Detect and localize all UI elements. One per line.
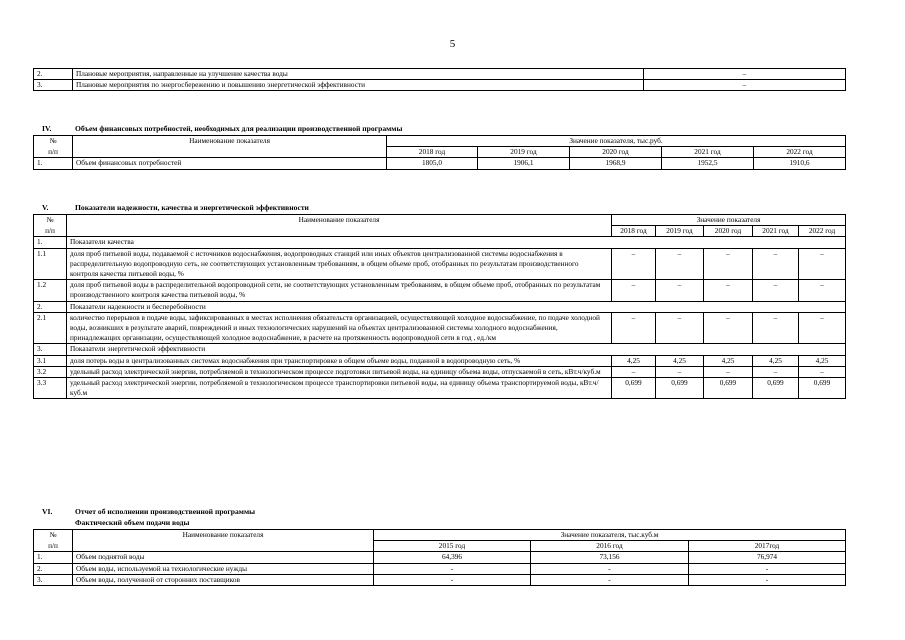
row-value: – [644, 69, 846, 80]
row-value: 73,156 [531, 552, 689, 563]
row-value: – [704, 366, 753, 377]
row-name: удельный расход электрической энергии, потребляемой в технологическом процессе транспортировки питьевой воды, на единицу объема транспортируемой воды, кВт.ч/куб.м [67, 378, 612, 399]
row-value: 1906,1 [478, 158, 570, 169]
row-value: 0,699 [753, 378, 799, 399]
row-name: Показатели надежности и бесперебойности [67, 301, 846, 312]
row-value: 1910,6 [754, 158, 846, 169]
row-name: Объем воды, используемой на технологические нужды [73, 563, 374, 574]
group-row [34, 344, 846, 355]
table-row [34, 552, 846, 563]
row-value: 4,25 [753, 355, 799, 366]
water-supply-table [33, 529, 846, 586]
table-row [34, 355, 846, 366]
year-header: 2020 год [570, 147, 662, 158]
row-number: 1.2 [34, 280, 67, 301]
row-number: 1. [34, 158, 73, 169]
table-row [34, 574, 846, 585]
section-6-title: VI. Отчет об исполнении производственной программы [42, 507, 256, 516]
header-value: Значение показателя [612, 215, 846, 226]
table-row [34, 378, 846, 399]
row-value: 4,25 [799, 355, 846, 366]
row-value: – [753, 312, 799, 344]
row-value: – [656, 248, 704, 280]
year-header: 2017год [689, 541, 846, 552]
row-value: 1952,5 [662, 158, 754, 169]
row-value: – [799, 248, 846, 280]
header-value: Значение показателя, тыс.куб.м [374, 530, 846, 541]
row-name: доля потерь воды в централизованных системах водоснабжения при транспортировке в общем объеме воды, поданной в водопроводную сеть, % [67, 355, 612, 366]
table-row [34, 366, 846, 377]
row-value: – [799, 280, 846, 301]
row-value: – [656, 280, 704, 301]
row-name: удельный расход электрической энергии, потребляемой в технологическом процессе подготовки питьевой воды, на единицу объема воды, отпускаемой в сеть, кВт.ч/куб.м [67, 366, 612, 377]
row-value: – [753, 248, 799, 280]
header-no: № [34, 136, 73, 147]
row-value: – [799, 312, 846, 344]
year-header: 2019 год [478, 147, 570, 158]
row-value: – [704, 248, 753, 280]
row-value: 0,699 [612, 378, 656, 399]
header-name: Наименование показателя [73, 530, 374, 552]
row-number: 1. [34, 237, 67, 248]
row-name: Объем финансовых потребностей [73, 158, 387, 169]
row-number: 3. [34, 344, 67, 355]
year-header: 2022 год [799, 226, 846, 237]
row-value: 0,699 [704, 378, 753, 399]
header-no: № [34, 215, 67, 226]
table-row [34, 248, 846, 280]
row-value: 64,396 [374, 552, 531, 563]
row-value: – [753, 366, 799, 377]
group-row [34, 301, 846, 312]
row-name: Объем воды, полученной от сторонних поставщиков [73, 574, 374, 585]
row-name: Плановые мероприятия, направленные на улучшение качества воды [73, 69, 644, 80]
top-table [33, 68, 846, 91]
row-value: 4,25 [612, 355, 656, 366]
page-number: 5 [449, 38, 456, 50]
section-4-title: IV. Объем финансовых потребностей, необходимых для реализации производственной программы [42, 124, 403, 133]
row-name: количество перерывов в подаче воды, зафиксированных в местах исполнения обязательств организацией, осуществляющей холодное водоснабжение, по подаче холодной воды, возникших в результате аварий, повреждений и иных технологических нарушений на объектах централизованной системы холодного водоснабжения, принадлежащих организации, осуществляющей холодное водоснабжение, в расчете на протяженность водопроводной сети в год , ед./км [67, 312, 612, 344]
row-number: 3.1 [34, 355, 67, 366]
row-value: – [704, 280, 753, 301]
row-value: – [612, 248, 656, 280]
row-number: 3. [34, 80, 73, 91]
row-number: 2. [34, 69, 73, 80]
row-value: – [753, 280, 799, 301]
row-value: - [689, 574, 846, 585]
table-row [34, 312, 846, 344]
row-value: - [374, 563, 531, 574]
row-name: доля проб питьевой воды, подаваемой с источников водоснабжения, водопроводных станций или иных объектов централизованной системы водоснабжения в распределительную водопроводную сеть, не соответствующих установленным требованиям, в общем объеме проб, отобранных по результатам производственного контроля качества питьевой воды, % [67, 248, 612, 280]
row-value: 1968,9 [570, 158, 662, 169]
row-value: 1805,0 [387, 158, 478, 169]
row-number: 1. [34, 552, 73, 563]
year-header: 2018 год [612, 226, 656, 237]
row-value: 4,25 [704, 355, 753, 366]
header-name: Наименование показателя [67, 215, 612, 237]
row-value: – [656, 312, 704, 344]
table-row [34, 563, 846, 574]
header-name: Наименование показателя [73, 136, 387, 158]
header-no: № [34, 530, 73, 541]
year-header: 2016 год [531, 541, 689, 552]
table-row [34, 158, 846, 169]
row-name: Показатели качества [67, 237, 846, 248]
row-value: - [689, 563, 846, 574]
table-row [34, 80, 846, 91]
section-5-title: V. Показатели надежности, качества и энергетической эффективности [42, 203, 309, 212]
row-value: – [656, 366, 704, 377]
table-row [34, 69, 846, 80]
year-header: 2022 год [754, 147, 846, 158]
row-value: - [374, 574, 531, 585]
row-name: Показатели энергетической эффективности [67, 344, 846, 355]
row-number: 1.1 [34, 248, 67, 280]
row-number: 2. [34, 301, 67, 312]
row-value: 0,699 [799, 378, 846, 399]
row-name: Объем поднятой воды [73, 552, 374, 563]
row-value: - [531, 574, 689, 585]
finance-table [33, 135, 846, 170]
row-value: – [612, 312, 656, 344]
row-value: – [704, 312, 753, 344]
row-value: 4,25 [656, 355, 704, 366]
header-pp: п/п [34, 541, 73, 552]
row-number: 3. [34, 574, 73, 585]
row-value: – [799, 366, 846, 377]
header-pp: п/п [34, 226, 67, 237]
row-value: - [531, 563, 689, 574]
row-value: – [612, 366, 656, 377]
row-number: 3.3 [34, 378, 67, 399]
year-header: 2019 год [656, 226, 704, 237]
row-value: 0,699 [656, 378, 704, 399]
row-number: 2.1 [34, 312, 67, 344]
year-header: 2018 год [387, 147, 478, 158]
group-row [34, 237, 846, 248]
indicators-table [33, 214, 846, 399]
row-name: Плановые мероприятия по энергосбережению и повышению энергетической эффективности [73, 80, 644, 91]
row-value: 76,974 [689, 552, 846, 563]
year-header: 2021 год [753, 226, 799, 237]
year-header: 2020 год [704, 226, 753, 237]
row-number: 2. [34, 563, 73, 574]
table-row [34, 280, 846, 301]
year-header: 2021 год [662, 147, 754, 158]
year-header: 2015 год [374, 541, 531, 552]
header-value: Значение показателя, тыс.руб. [387, 136, 846, 147]
row-value: – [612, 280, 656, 301]
row-number: 3.2 [34, 366, 67, 377]
row-name: доля проб питьевой воды в распределительной водопроводной сети, не соответствующих установленным требованиям, в общем объеме проб, отобранных по результатам производственного контроля качества питьевой воды, % [67, 280, 612, 301]
header-pp: п/п [34, 147, 73, 158]
row-value: – [644, 80, 846, 91]
section-6-subtitle: Фактический объем подачи воды [75, 518, 190, 527]
